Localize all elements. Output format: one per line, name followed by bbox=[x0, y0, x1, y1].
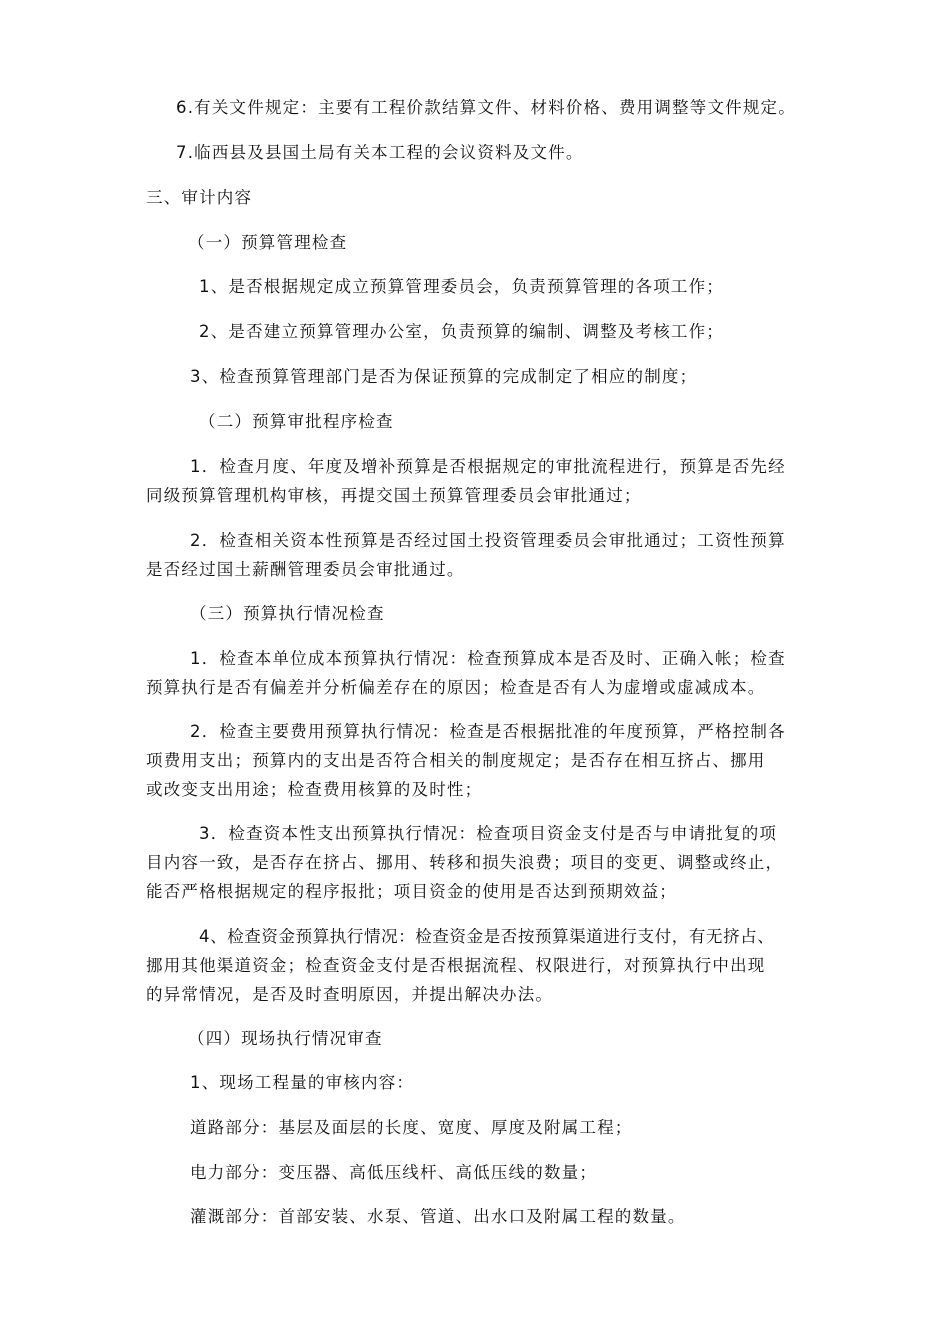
budget-management-item-3: 3、检查预算管理部门是否为保证预算的完成制定了相应的制度； bbox=[190, 367, 698, 386]
execution-p1-line-1: 1．检查本单位成本预算执行情况：检查预算成本是否及时、正确入帐；检查 bbox=[190, 649, 786, 668]
execution-p2-line-1: 2．检查主要费用预算执行情况：检查是否根据批准的年度预算，严格控制各 bbox=[190, 722, 786, 741]
basis-item-7: 7.临西县及县国土局有关本工程的会议资料及文件。 bbox=[176, 143, 584, 162]
subsection-heading-budget-management: （一）预算管理检查 bbox=[188, 233, 348, 252]
execution-p4-line-3: 的异常情况，是否及时查明原因，并提出解决办法。 bbox=[146, 985, 554, 1004]
basis-item-6: 6.有关文件规定：主要有工程价款结算文件、材料价格、费用调整等文件规定。 bbox=[176, 98, 796, 117]
budget-management-item-2: 2、是否建立预算管理办公室，负责预算的编制、调整及考核工作； bbox=[199, 322, 724, 341]
execution-p2-line-2: 项费用支出；预算内的支出是否符合相关的制度规定；是否存在相互挤占、挪用 bbox=[146, 751, 766, 770]
execution-p2-line-3: 或改变支出用途；检查费用核算的及时性； bbox=[146, 780, 483, 799]
section-heading-audit-content: 三、审计内容 bbox=[146, 188, 253, 207]
approval-p2-line-2: 是否经过国土薪酬管理委员会审批通过。 bbox=[146, 560, 465, 579]
approval-p2-line-1: 2．检查相关资本性预算是否经过国土投资管理委员会审批通过；工资性预算 bbox=[190, 531, 786, 550]
site-item-irrigation: 灌溉部分：首部安装、水泵、管道、出水口及附属工程的数量。 bbox=[190, 1207, 686, 1226]
budget-management-item-1: 1、是否根据规定成立预算管理委员会，负责预算管理的各项工作； bbox=[199, 277, 724, 296]
site-item-road: 道路部分：基层及面层的长度、宽度、厚度及附属工程； bbox=[190, 1118, 633, 1137]
execution-p3-line-2: 目内容一致，是否存在挤占、挪用、转移和损失浪费；项目的变更、调整或终止， bbox=[146, 853, 784, 872]
site-item-quantity-review: 1、现场工程量的审核内容： bbox=[190, 1073, 415, 1092]
execution-p1-line-2: 预算执行是否有偏差并分析偏差存在的原因；检查是否有人为虚增或虚减成本。 bbox=[146, 678, 766, 697]
execution-p3-line-3: 能否严格根据规定的程序报批；项目资金的使用是否达到预期效益； bbox=[146, 882, 677, 901]
execution-p3-line-1: 3．检查资本性支出预算执行情况：检查项目资金支付是否与申请批复的项 bbox=[199, 824, 778, 843]
subsection-heading-budget-execution: （三）预算执行情况检查 bbox=[190, 604, 385, 623]
execution-p4-line-1: 4、检查资金预算执行情况：检查资金是否按预算渠道进行支付，有无挤占、 bbox=[199, 927, 775, 946]
subsection-heading-approval-procedure: （二）预算审批程序检查 bbox=[199, 412, 394, 431]
approval-p1-line-1: 1．检查月度、年度及增补预算是否根据规定的审批流程进行，预算是否先经 bbox=[190, 457, 786, 476]
approval-p1-line-2: 同级预算管理机构审核，再提交国土预算管理委员会审批通过； bbox=[146, 486, 642, 505]
subsection-heading-site-execution: （四）现场执行情况审查 bbox=[188, 1029, 383, 1048]
execution-p4-line-2: 挪用其他渠道资金；检查资金支付是否根据流程、权限进行，对预算执行中出现 bbox=[146, 956, 766, 975]
site-item-power: 电力部分：变压器、高低压线杆、高低压线的数量； bbox=[190, 1163, 598, 1182]
